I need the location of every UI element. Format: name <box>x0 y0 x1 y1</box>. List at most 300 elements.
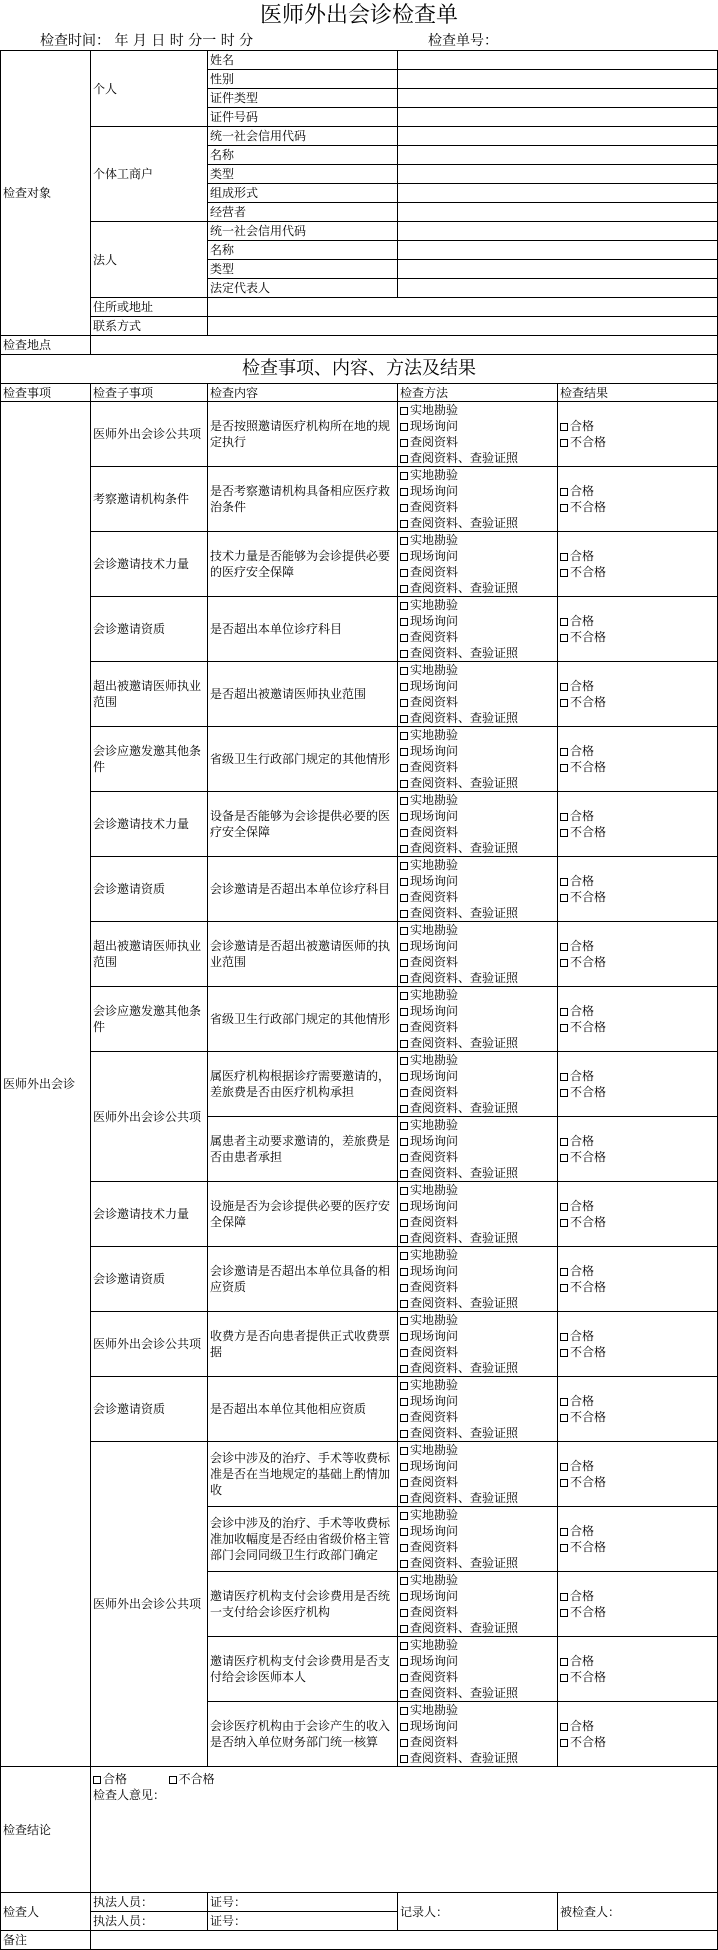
place-label: 检查地点 <box>1 336 91 355</box>
fail-checkbox[interactable] <box>560 1024 568 1032</box>
method-label: 现场询问 <box>410 419 459 433</box>
method-label: 实地勘验 <box>410 663 459 677</box>
method-label: 现场询问 <box>410 1589 459 1603</box>
result-options <box>558 1247 718 1312</box>
result-label: 不合格 <box>570 1150 607 1164</box>
method-checkbox[interactable] <box>400 1398 408 1406</box>
method-checkbox[interactable] <box>400 504 408 512</box>
method-checkbox[interactable] <box>400 439 408 447</box>
method-checkbox[interactable] <box>400 699 408 707</box>
result-label: 合格 <box>570 939 595 953</box>
method-checkbox[interactable] <box>400 537 408 545</box>
check-row <box>1 987 718 1052</box>
method-checkbox[interactable] <box>400 1073 408 1081</box>
method-checkbox[interactable] <box>400 1544 408 1552</box>
method-label: 实地勘验 <box>410 988 459 1002</box>
result-options <box>558 857 718 922</box>
check-content: 会诊邀请是否超出被邀请医师的执业范围 <box>208 922 398 987</box>
method-checkbox[interactable] <box>400 1447 408 1455</box>
result-label: 不合格 <box>570 1605 607 1619</box>
place-field[interactable] <box>91 336 718 355</box>
conclusion-fail-label: 不合格 <box>178 1772 215 1786</box>
individual-value-field[interactable] <box>398 70 718 89</box>
check-content: 省级卫生行政部门规定的其他情形 <box>208 987 398 1052</box>
pass-checkbox[interactable] <box>560 683 568 691</box>
method-options <box>398 1442 558 1507</box>
conclusion-cell <box>91 1767 718 1893</box>
method-checkbox[interactable] <box>400 1089 408 1097</box>
subitem-label: 考察邀请机构条件 <box>91 467 208 532</box>
fail-checkbox[interactable] <box>560 829 568 837</box>
conclusion-pass-checkbox[interactable] <box>93 1776 101 1784</box>
result-label: 合格 <box>570 1654 595 1668</box>
method-checkbox[interactable] <box>400 1593 408 1601</box>
check-content: 属患者主动要求邀请的，差旅费是否由患者承担 <box>208 1117 398 1182</box>
method-label: 查阅资料、查验证照 <box>410 1621 519 1635</box>
method-checkbox[interactable] <box>400 1284 408 1292</box>
check-content: 是否超出本单位其他相应资质 <box>208 1377 398 1442</box>
method-checkbox[interactable] <box>400 1154 408 1162</box>
method-label: 查阅资料 <box>410 500 459 514</box>
check-content: 收费方是否向患者提供正式收费票据 <box>208 1312 398 1377</box>
fail-checkbox[interactable] <box>560 504 568 512</box>
method-options <box>398 1052 558 1117</box>
check-row <box>1 402 718 467</box>
result-label: 不合格 <box>570 500 607 514</box>
check-content: 是否超出本单位诊疗科目 <box>208 597 398 662</box>
check-content: 属医疗机构根据诊疗需要邀请的，差旅费是否由医疗机构承担 <box>208 1052 398 1117</box>
method-checkbox[interactable] <box>400 1203 408 1211</box>
method-checkbox[interactable] <box>400 1024 408 1032</box>
method-checkbox[interactable] <box>400 878 408 886</box>
method-label: 查阅资料、查验证照 <box>410 1296 519 1310</box>
check-row <box>1 1052 718 1117</box>
fail-checkbox[interactable] <box>560 1609 568 1617</box>
method-options <box>398 1182 558 1247</box>
pass-checkbox[interactable] <box>560 813 568 821</box>
method-checkbox[interactable] <box>400 634 408 642</box>
method-label: 查阅资料、查验证照 <box>410 1556 519 1570</box>
method-checkbox[interactable] <box>400 1528 408 1536</box>
fail-checkbox[interactable] <box>560 569 568 577</box>
subitem-label: 会诊邀请资质 <box>91 1247 208 1312</box>
method-checkbox[interactable] <box>400 618 408 626</box>
result-options <box>558 1572 718 1637</box>
method-options <box>398 792 558 857</box>
business-field: 类型 <box>208 165 398 184</box>
method-checkbox[interactable] <box>400 1739 408 1747</box>
result-options <box>558 922 718 987</box>
method-checkbox[interactable] <box>400 667 408 675</box>
check-row <box>1 857 718 922</box>
method-label: 查阅资料、查验证照 <box>410 971 519 985</box>
subitem-label: 会诊邀请技术力量 <box>91 532 208 597</box>
method-checkbox[interactable] <box>400 992 408 1000</box>
fail-checkbox[interactable] <box>560 1219 568 1227</box>
method-checkbox[interactable] <box>400 1755 408 1763</box>
method-options <box>398 1507 558 1572</box>
form-meta <box>0 32 718 50</box>
method-options <box>398 597 558 662</box>
method-label: 查阅资料 <box>410 630 459 644</box>
pass-checkbox[interactable] <box>560 1073 568 1081</box>
subitem-label: 会诊邀请资质 <box>91 1377 208 1442</box>
subitem-label: 会诊应邀发邀其他条件 <box>91 987 208 1052</box>
fail-checkbox[interactable] <box>560 699 568 707</box>
result-label: 合格 <box>570 1199 595 1213</box>
business-value-field[interactable] <box>398 127 718 146</box>
method-checkbox[interactable] <box>400 1723 408 1731</box>
check-content: 邀请医疗机构支付会诊费用是否支付给会诊医师本人 <box>208 1637 398 1702</box>
method-checkbox[interactable] <box>400 1382 408 1390</box>
individual-value-field[interactable] <box>398 108 718 127</box>
address-field[interactable] <box>208 298 718 317</box>
method-checkbox[interactable] <box>400 1333 408 1341</box>
method-label: 查阅资料、查验证照 <box>410 1036 519 1050</box>
method-checkbox[interactable] <box>400 1170 408 1178</box>
pass-checkbox[interactable] <box>560 618 568 626</box>
method-label: 现场询问 <box>410 679 459 693</box>
object-label: 检查对象 <box>1 51 91 336</box>
method-checkbox[interactable] <box>400 1268 408 1276</box>
method-checkbox[interactable] <box>400 829 408 837</box>
check-content: 会诊中涉及的治疗、手术等收费标准是否在当地规定的基础上酌情加收 <box>208 1442 398 1507</box>
pass-checkbox[interactable] <box>560 1593 568 1601</box>
result-options <box>558 467 718 532</box>
method-label: 实地勘验 <box>410 1378 459 1392</box>
method-label: 实地勘验 <box>410 1703 459 1717</box>
method-label: 查阅资料 <box>410 1345 459 1359</box>
method-label: 现场询问 <box>410 1264 459 1278</box>
result-label: 不合格 <box>570 1475 607 1489</box>
method-label: 现场询问 <box>410 1329 459 1343</box>
method-checkbox[interactable] <box>400 813 408 821</box>
header-method: 检查方法 <box>398 384 558 402</box>
method-checkbox[interactable] <box>400 683 408 691</box>
fail-checkbox[interactable] <box>560 764 568 772</box>
fail-checkbox[interactable] <box>560 959 568 967</box>
method-label: 查阅资料、查验证照 <box>410 841 519 855</box>
fail-checkbox[interactable] <box>560 1284 568 1292</box>
subitem-label: 医师外出会诊公共项 <box>91 402 208 467</box>
method-checkbox[interactable] <box>400 1479 408 1487</box>
legal-field: 类型 <box>208 260 398 279</box>
method-options <box>398 402 558 467</box>
method-checkbox[interactable] <box>400 1365 408 1373</box>
check-content: 会诊中涉及的治疗、手术等收费标准加收幅度是否经由省级价格主管部门会同同级卫生行政部门确定 <box>208 1507 398 1572</box>
inspection-time-label: 检查时间： 年 月 日 时 分一 时 分 <box>40 33 254 49</box>
method-checkbox[interactable] <box>400 862 408 870</box>
contact-field[interactable] <box>208 317 718 336</box>
method-label: 查阅资料、查验证照 <box>410 1101 519 1115</box>
pass-checkbox[interactable] <box>560 553 568 561</box>
method-checkbox[interactable] <box>400 488 408 496</box>
business-field: 经营者 <box>208 203 398 222</box>
method-checkbox[interactable] <box>400 1674 408 1682</box>
pass-checkbox[interactable] <box>560 878 568 886</box>
fail-checkbox[interactable] <box>560 1674 568 1682</box>
pass-checkbox[interactable] <box>560 488 568 496</box>
recorder-label: 记录人： <box>398 1893 558 1931</box>
header-subitem: 检查子事项 <box>91 384 208 402</box>
fail-checkbox[interactable] <box>560 1739 568 1747</box>
inspector-label: 检查人 <box>1 1893 91 1931</box>
method-label: 现场询问 <box>410 1134 459 1148</box>
pass-checkbox[interactable] <box>560 1008 568 1016</box>
legal-value-field[interactable] <box>398 260 718 279</box>
method-checkbox[interactable] <box>400 1560 408 1568</box>
result-options <box>558 1052 718 1117</box>
result-label: 不合格 <box>570 955 607 969</box>
method-checkbox[interactable] <box>400 423 408 431</box>
method-label: 实地勘验 <box>410 598 459 612</box>
method-checkbox[interactable] <box>400 764 408 772</box>
result-label: 不合格 <box>570 1410 607 1424</box>
method-label: 现场询问 <box>410 809 459 823</box>
method-label: 查阅资料、查验证照 <box>410 516 519 530</box>
result-label: 合格 <box>570 874 595 888</box>
result-label: 合格 <box>570 419 595 433</box>
result-label: 不合格 <box>570 1735 607 1749</box>
fail-checkbox[interactable] <box>560 1544 568 1552</box>
subitem-label: 会诊邀请资质 <box>91 597 208 662</box>
method-checkbox[interactable] <box>400 569 408 577</box>
method-options <box>398 532 558 597</box>
business-value-field[interactable] <box>398 203 718 222</box>
result-label: 合格 <box>570 1524 595 1538</box>
pass-checkbox[interactable] <box>560 423 568 431</box>
remark-field[interactable] <box>91 1931 718 1950</box>
method-checkbox[interactable] <box>400 748 408 756</box>
header-content: 检查内容 <box>208 384 398 402</box>
method-label: 查阅资料 <box>410 1735 459 1749</box>
method-label: 实地勘验 <box>410 858 459 872</box>
method-label: 现场询问 <box>410 1719 459 1733</box>
method-options <box>398 1117 558 1182</box>
method-checkbox[interactable] <box>400 797 408 805</box>
business-value-field[interactable] <box>398 146 718 165</box>
check-content: 是否按照邀请医疗机构所在地的规定执行 <box>208 402 398 467</box>
conclusion-pass-label: 合格 <box>103 1772 128 1786</box>
method-checkbox[interactable] <box>400 1512 408 1520</box>
cert-label: 证号： <box>208 1912 398 1931</box>
method-checkbox[interactable] <box>400 1187 408 1195</box>
method-label: 现场询问 <box>410 549 459 563</box>
method-options <box>398 1702 558 1767</box>
method-checkbox[interactable] <box>400 1609 408 1617</box>
method-checkbox[interactable] <box>400 1138 408 1146</box>
fail-checkbox[interactable] <box>560 1349 568 1357</box>
method-checkbox[interactable] <box>400 1690 408 1698</box>
method-checkbox[interactable] <box>400 1122 408 1130</box>
individual-value-field[interactable] <box>398 51 718 70</box>
method-checkbox[interactable] <box>400 1057 408 1065</box>
method-checkbox[interactable] <box>400 520 408 528</box>
method-label: 实地勘验 <box>410 728 459 742</box>
fail-checkbox[interactable] <box>560 1154 568 1162</box>
fail-checkbox[interactable] <box>560 1089 568 1097</box>
method-checkbox[interactable] <box>400 1495 408 1503</box>
method-label: 现场询问 <box>410 1394 459 1408</box>
fail-checkbox[interactable] <box>560 1479 568 1487</box>
method-label: 实地勘验 <box>410 1118 459 1132</box>
pass-checkbox[interactable] <box>560 1463 568 1471</box>
method-checkbox[interactable] <box>400 1105 408 1113</box>
check-row <box>1 1377 718 1442</box>
result-options <box>558 1182 718 1247</box>
result-options <box>558 402 718 467</box>
result-options <box>558 987 718 1052</box>
pass-checkbox[interactable] <box>560 1723 568 1731</box>
method-label: 查阅资料 <box>410 1085 459 1099</box>
result-options <box>558 597 718 662</box>
fail-checkbox[interactable] <box>560 634 568 642</box>
legal-field: 名称 <box>208 241 398 260</box>
check-row <box>1 922 718 987</box>
result-options <box>558 1702 718 1767</box>
result-options <box>558 727 718 792</box>
pass-checkbox[interactable] <box>560 1268 568 1276</box>
method-checkbox[interactable] <box>400 927 408 935</box>
method-checkbox[interactable] <box>400 1252 408 1260</box>
method-checkbox[interactable] <box>400 1300 408 1308</box>
method-label: 实地勘验 <box>410 1183 459 1197</box>
individual-value-field[interactable] <box>398 89 718 108</box>
method-checkbox[interactable] <box>400 959 408 967</box>
method-checkbox[interactable] <box>400 602 408 610</box>
pass-checkbox[interactable] <box>560 1138 568 1146</box>
legal-label: 法人 <box>91 222 208 298</box>
method-label: 查阅资料 <box>410 695 459 709</box>
inspected-label: 被检查人： <box>558 1893 718 1931</box>
result-label: 合格 <box>570 1719 595 1733</box>
pass-checkbox[interactable] <box>560 748 568 756</box>
method-label: 查阅资料 <box>410 760 459 774</box>
method-checkbox[interactable] <box>400 1219 408 1227</box>
method-checkbox[interactable] <box>400 553 408 561</box>
method-label: 实地勘验 <box>410 403 459 417</box>
method-checkbox[interactable] <box>400 1349 408 1357</box>
individual-field: 证件类型 <box>208 89 398 108</box>
legal-value-field[interactable] <box>398 222 718 241</box>
check-row <box>1 597 718 662</box>
method-checkbox[interactable] <box>400 1625 408 1633</box>
method-label: 查阅资料 <box>410 565 459 579</box>
pass-checkbox[interactable] <box>560 1658 568 1666</box>
method-label: 查阅资料 <box>410 1150 459 1164</box>
method-checkbox[interactable] <box>400 780 408 788</box>
result-options <box>558 1637 718 1702</box>
method-checkbox[interactable] <box>400 407 408 415</box>
result-label: 不合格 <box>570 760 607 774</box>
method-checkbox[interactable] <box>400 943 408 951</box>
method-label: 查阅资料 <box>410 1540 459 1554</box>
pass-checkbox[interactable] <box>560 1333 568 1341</box>
method-checkbox[interactable] <box>400 1463 408 1471</box>
method-checkbox[interactable] <box>400 472 408 480</box>
result-label: 不合格 <box>570 565 607 579</box>
method-checkbox[interactable] <box>400 1040 408 1048</box>
method-checkbox[interactable] <box>400 1642 408 1650</box>
conclusion-label: 检查结论 <box>1 1767 91 1893</box>
method-options <box>398 1247 558 1312</box>
method-checkbox[interactable] <box>400 1707 408 1715</box>
method-checkbox[interactable] <box>400 1658 408 1666</box>
result-label: 不合格 <box>570 1670 607 1684</box>
method-checkbox[interactable] <box>400 650 408 658</box>
business-value-field[interactable] <box>398 165 718 184</box>
method-label: 实地勘验 <box>410 468 459 482</box>
result-label: 合格 <box>570 1329 595 1343</box>
result-label: 不合格 <box>570 1540 607 1554</box>
method-label: 现场询问 <box>410 1524 459 1538</box>
legal-value-field[interactable] <box>398 241 718 260</box>
business-value-field[interactable] <box>398 184 718 203</box>
fail-checkbox[interactable] <box>560 894 568 902</box>
pass-checkbox[interactable] <box>560 1398 568 1406</box>
check-row <box>1 532 718 597</box>
method-checkbox[interactable] <box>400 1577 408 1585</box>
header-item: 检查事项 <box>1 384 91 402</box>
method-checkbox[interactable] <box>400 732 408 740</box>
check-row <box>1 1182 718 1247</box>
result-options <box>558 1377 718 1442</box>
method-checkbox[interactable] <box>400 845 408 853</box>
pass-checkbox[interactable] <box>560 943 568 951</box>
subitem-label: 超出被邀请医师执业范围 <box>91 662 208 727</box>
subitem-label: 超出被邀请医师执业范围 <box>91 922 208 987</box>
method-checkbox[interactable] <box>400 910 408 918</box>
method-checkbox[interactable] <box>400 1008 408 1016</box>
method-label: 查阅资料 <box>410 1670 459 1684</box>
method-label: 实地勘验 <box>410 1638 459 1652</box>
method-checkbox[interactable] <box>400 894 408 902</box>
method-checkbox[interactable] <box>400 975 408 983</box>
method-label: 现场询问 <box>410 484 459 498</box>
method-checkbox[interactable] <box>400 1235 408 1243</box>
method-label: 实地勘验 <box>410 1508 459 1522</box>
method-label: 查阅资料 <box>410 1475 459 1489</box>
conclusion-fail-checkbox[interactable] <box>169 1776 177 1784</box>
result-options <box>558 532 718 597</box>
check-row <box>1 1312 718 1377</box>
fail-checkbox[interactable] <box>560 439 568 447</box>
method-label: 查阅资料、查验证照 <box>410 906 519 920</box>
method-label: 查阅资料、查验证照 <box>410 711 519 725</box>
legal-value-field[interactable] <box>398 279 718 298</box>
check-content: 省级卫生行政部门规定的其他情形 <box>208 727 398 792</box>
result-options <box>558 662 718 727</box>
inspection-table <box>0 50 718 1950</box>
subitem-label: 医师外出会诊公共项 <box>91 1312 208 1377</box>
method-checkbox[interactable] <box>400 715 408 723</box>
legal-field: 统一社会信用代码 <box>208 222 398 241</box>
method-checkbox[interactable] <box>400 585 408 593</box>
method-options <box>398 857 558 922</box>
method-checkbox[interactable] <box>400 1414 408 1422</box>
method-checkbox[interactable] <box>400 1317 408 1325</box>
method-checkbox[interactable] <box>400 1430 408 1438</box>
fail-checkbox[interactable] <box>560 1414 568 1422</box>
result-label: 合格 <box>570 1004 595 1018</box>
method-label: 查阅资料、查验证照 <box>410 1426 519 1440</box>
pass-checkbox[interactable] <box>560 1203 568 1211</box>
pass-checkbox[interactable] <box>560 1528 568 1536</box>
method-checkbox[interactable] <box>400 455 408 463</box>
method-label: 查阅资料 <box>410 1605 459 1619</box>
method-label: 查阅资料 <box>410 1280 459 1294</box>
method-label: 现场询问 <box>410 1004 459 1018</box>
